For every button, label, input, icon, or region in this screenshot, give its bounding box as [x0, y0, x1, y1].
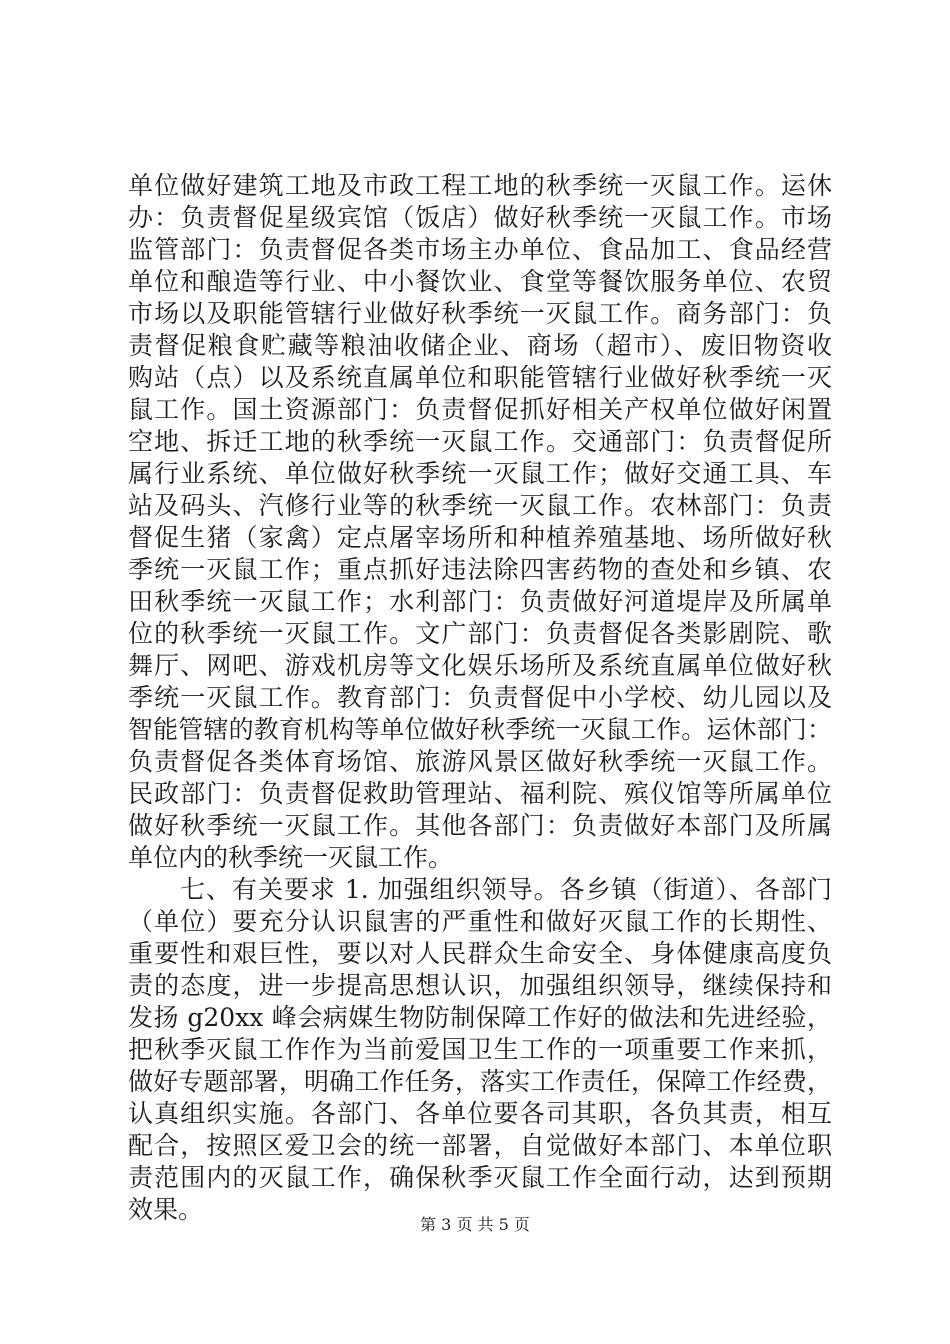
text-line: 智能管辖的教育机构等单位做好秋季统一灭鼠工作。运休部门： [128, 715, 832, 744]
text-line: 站及码头、汽修行业等的秋季统一灭鼠工作。农林部门：负责 [128, 491, 832, 520]
text-line: 位的秋季统一灭鼠工作。文广部门：负责督促各类影剧院、歌 [128, 619, 832, 648]
text-line: 做好专题部署，明确工作任务，落实工作责任，保障工作经费， [128, 1067, 832, 1096]
page-footer: 第 3 页 共 5 页 [420, 1215, 530, 1234]
text-line: （单位）要充分认识鼠害的严重性和做好灭鼠工作的长期性、 [128, 907, 832, 936]
text-line: 办：负责督促星级宾馆（饭店）做好秋季统一灭鼠工作。市场 [128, 203, 832, 232]
text-line: 季统一灭鼠工作；重点抓好违法除四害药物的查处和乡镇、农 [128, 555, 832, 584]
text-line: 七、有关要求 1. 加强组织领导。各乡镇（街道）、各部门 [128, 875, 832, 904]
text-line: 舞厅、网吧、游戏机房等文化娱乐场所及系统直属单位做好秋 [128, 651, 832, 680]
text-line: 责的态度，进一步提高思想认识，加强组织领导，继续保持和 [128, 971, 832, 1000]
text-line: 季统一灭鼠工作。教育部门：负责督促中小学校、幼儿园以及 [128, 683, 832, 712]
text-line: 发扬 g20xx 峰会病媒生物防制保障工作好的做法和先进经验， [128, 1003, 832, 1032]
text-line: 单位内的秋季统一灭鼠工作。 [128, 843, 454, 872]
text-line: 鼠工作。国土资源部门：负责督促抓好相关产权单位做好闲置 [128, 395, 832, 424]
text-line: 责范围内的灭鼠工作，确保秋季灭鼠工作全面行动，达到预期 [128, 1163, 832, 1192]
text-line: 购站（点）以及系统直属单位和职能管辖行业做好秋季统一灭 [128, 363, 832, 392]
text-line: 把秋季灭鼠工作作为当前爱国卫生工作的一项重要工作来抓， [128, 1035, 832, 1064]
text-line: 配合，按照区爱卫会的统一部署，自觉做好本部门、本单位职 [128, 1131, 832, 1160]
text-line: 民政部门：负责督促救助管理站、福利院、殡仪馆等所属单位 [128, 779, 832, 808]
text-line: 属行业系统、单位做好秋季统一灭鼠工作；做好交通工具、车 [128, 459, 832, 488]
text-line: 田秋季统一灭鼠工作；水利部门：负责做好河道堤岸及所属单 [128, 587, 832, 616]
text-line: 负责督促各类体育场馆、旅游风景区做好秋季统一灭鼠工作。 [128, 747, 832, 776]
text-line: 督促生猪（家禽）定点屠宰场所和种植养殖基地、场所做好秋 [128, 523, 832, 552]
text-line: 空地、拆迁工地的秋季统一灭鼠工作。交通部门：负责督促所 [128, 427, 832, 456]
body-text [128, 170, 832, 1226]
text-line: 单位和酿造等行业、中小餐饮业、食堂等餐饮服务单位、农贸 [128, 267, 832, 296]
text-line: 重要性和艰巨性，要以对人民群众生命安全、身体健康高度负 [128, 939, 832, 968]
text-line: 效果。 [128, 1195, 204, 1224]
text-line: 做好秋季统一灭鼠工作。其他各部门：负责做好本部门及所属 [128, 811, 832, 840]
text-line: 监管部门：负责督促各类市场主办单位、食品加工、食品经营 [128, 235, 832, 264]
text-line: 责督促粮食贮藏等粮油收储企业、商场（超市）、废旧物资收 [128, 331, 832, 360]
text-line: 认真组织实施。各部门、各单位要各司其职，各负其责，相互 [128, 1099, 832, 1128]
text-line: 单位做好建筑工地及市政工程工地的秋季统一灭鼠工作。运休 [128, 171, 832, 200]
text-line: 市场以及职能管辖行业做好秋季统一灭鼠工作。商务部门：负 [128, 299, 832, 328]
